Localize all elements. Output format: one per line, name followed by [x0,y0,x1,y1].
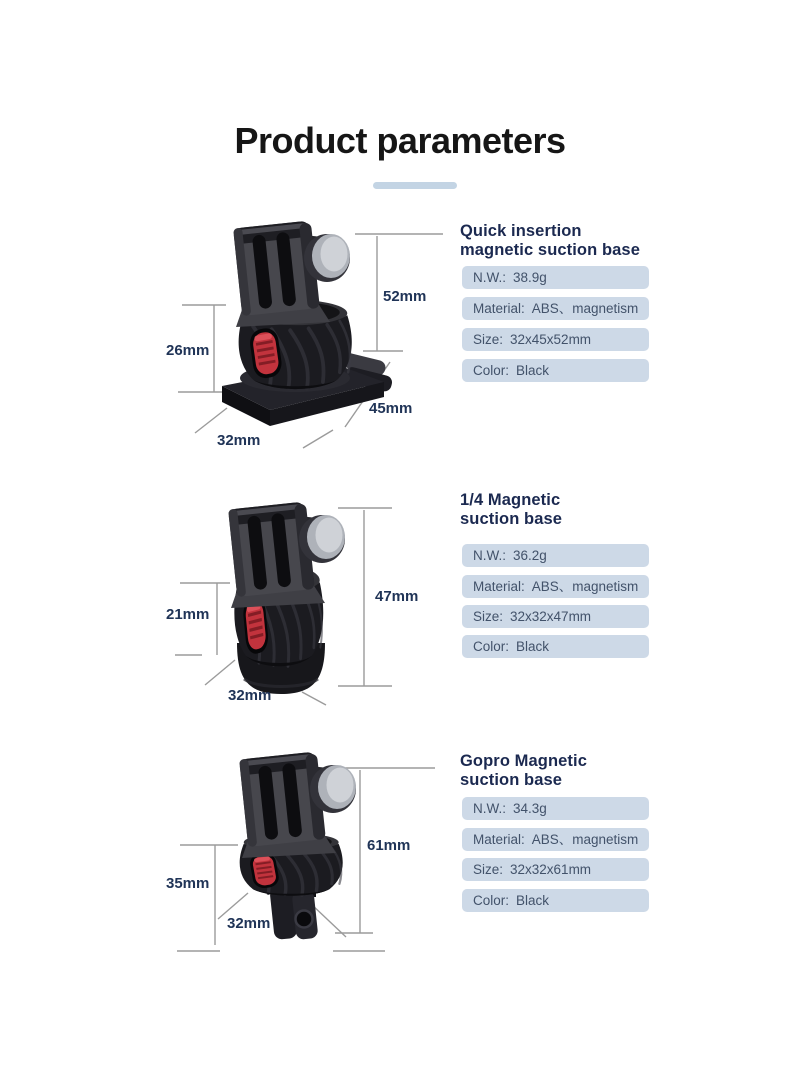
dimension-label-body-height: 26mm [166,342,210,359]
spec-pill-material [462,828,649,851]
dimension-label-total-height: 61mm [367,837,411,854]
product-title-line2: suction base [460,509,563,528]
dimension-label-width: 32mm [217,432,261,449]
dimension-label-total-height: 47mm [375,588,419,605]
spec-value: ABS、magnetism [531,301,639,316]
product-title-line2: suction base [460,770,563,789]
spec-label: Size: [473,609,504,624]
product-title [460,491,562,528]
spec-label: Size: [473,332,504,347]
spec-value: 32x32x47mm [510,609,592,624]
spec-value: 34.3g [513,801,547,816]
product-title-line1: Quick insertion [460,222,582,240]
spec-pill-size [462,328,649,351]
spec-pill-size [462,605,649,628]
product-title-line1: 1/4 Magnetic [460,491,561,509]
dimension-label-body-height: 35mm [166,875,210,892]
spec-pill-color [462,635,649,658]
product-title-line1: Gopro Magnetic [460,752,587,770]
spec-pill-nw [462,544,649,567]
dimension-label-width: 32mm [227,915,271,932]
dimension-label-body-height: 21mm [166,606,210,623]
spec-value: 32x32x61mm [510,862,592,877]
spec-pill-nw [462,266,649,289]
page-title: Product parameters [234,120,566,161]
spec-pill-material [462,297,649,320]
title-underline-decoration [373,182,457,189]
spec-label: Color: [473,363,510,378]
spec-value: ABS、magnetism [531,579,639,594]
spec-label: N.W.: [473,270,506,285]
spec-label: Size: [473,862,504,877]
spec-value: Black [516,639,550,654]
spec-value: 36.2g [513,548,547,563]
dimension-label-width: 32mm [228,687,272,704]
product-title [460,752,587,789]
spec-label: Material: [473,301,525,316]
spec-label: Color: [473,893,510,908]
spec-value: 38.9g [513,270,547,285]
spec-label: Material: [473,832,525,847]
spec-pill-size [462,858,649,881]
spec-pill-material [462,575,649,598]
spec-pill-color [462,359,649,382]
spec-label: N.W.: [473,548,506,563]
spec-pill-color [462,889,649,912]
spec-label: Color: [473,639,510,654]
product-title-line2: magnetic suction base [460,240,640,259]
spec-pill-nw [462,797,649,820]
spec-value: ABS、magnetism [531,832,639,847]
product-photo-quick-insertion-base [160,216,460,460]
spec-label: N.W.: [473,801,506,816]
dimension-label-depth: 45mm [369,400,413,417]
product-title [460,222,640,259]
dimension-label-total-height: 52mm [383,288,427,305]
product-photo-gopro-base [160,745,460,960]
spec-value: Black [516,363,550,378]
spec-value: 32x45x52mm [510,332,592,347]
spec-label: Material: [473,579,525,594]
mount-buckle-head [228,502,345,608]
spec-value: Black [516,893,550,908]
